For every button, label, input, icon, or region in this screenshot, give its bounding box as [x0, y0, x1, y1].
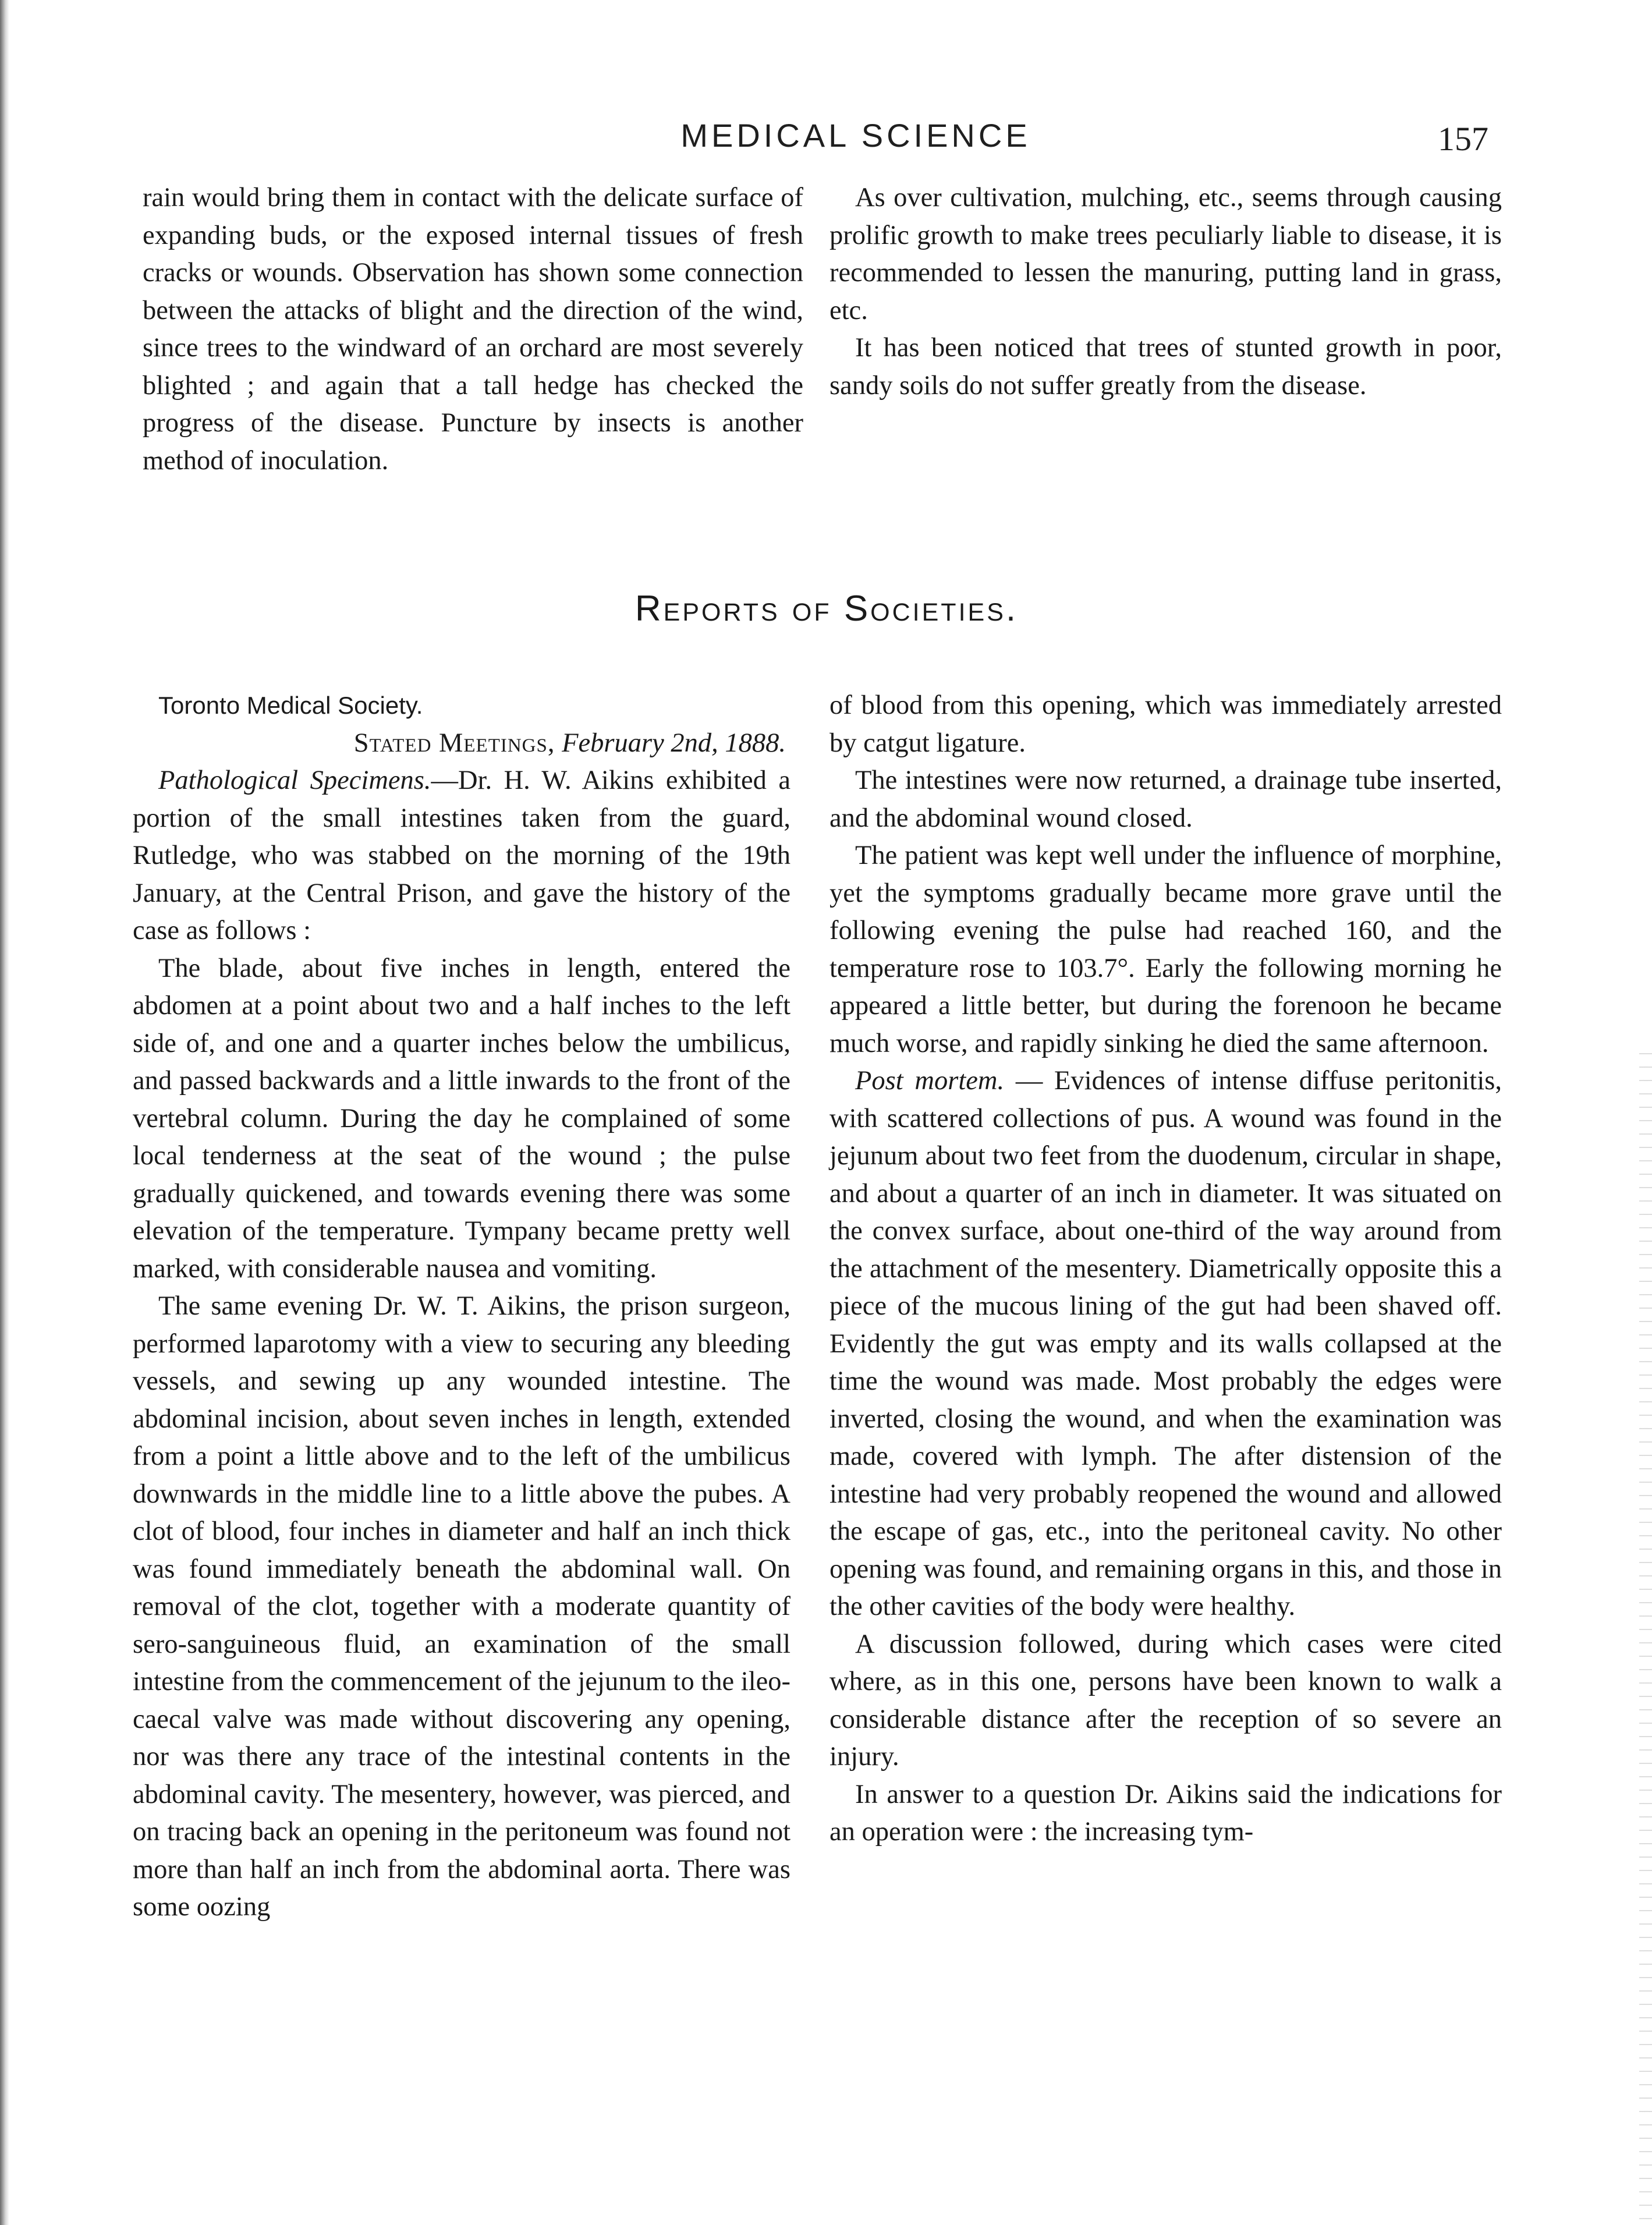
meeting-line [133, 725, 790, 763]
page-number: 157 [1438, 120, 1488, 158]
continuation-paragraph: of blood from this opening, which was immediately arrested by catgut ligature. [829, 690, 1502, 758]
paragraph-text: — Evidences of intense diffuse peritonitis, with scattered collections of pus. A wound was found in the jejunum about two feet from the duodenum, circular in shape, and about a quarter of an inch in diameter. It was situated on the convex surface, about one-third of the way around from the attachment of the mesentery. Diametrically opposite this a piece of the mucous lining of the gut had been shaved off. Evidently the gut was empty and its walls collapsed at the time the wound was made. Most probably the edges were inverted, closing the wound, and when the examination was made, covered with lymph. The after distension of the intestine had very probably reopened the wound and allowed the escape of gas, etc., into the peritoneal cavity. No other opening was found, and remaining organs in this, and those in the other cavities of the body were healthy. [829, 1066, 1502, 1621]
paragraph: The intestines were now returned, a drainage tube inserted, and the abdominal wound closed. [829, 766, 1502, 833]
paragraph: It has been noticed that trees of stunted growth in poor, sandy soils do not suffer greatly from the disease. [829, 333, 1502, 401]
paragraph [829, 1062, 1502, 1626]
top-left-column [143, 179, 803, 480]
bottom-right-column [829, 687, 1502, 1851]
continuation-paragraph: rain would bring them in contact with the delicate surface of expanding buds, or the exposed internal tissues of fresh cracks or wounds. Observation has shown some connection between the attacks of blight and the direction of the wind, since trees to the windward of an orchard are most severely blighted ; and again that a tall hedge has checked the progress of the disease. Puncture by insects is another method of inoculation. [143, 183, 803, 476]
paragraph: In answer to a question Dr. Aikins said the indications for an operation were : the increasing tym- [829, 1779, 1502, 1847]
society-heading: Toronto Medical Society. [158, 692, 423, 719]
paragraph: A discussion followed, during which cases were cited where, as in this one, persons have been known to walk a considerable distance after the reception of so severe an injury. [829, 1629, 1502, 1772]
run-in-heading: Pathological Specimens. [158, 766, 431, 795]
running-head: MEDICAL SCIENCE [680, 117, 1031, 154]
paragraph-text: —Dr. H. W. Aikins exhibited a portion of the small intestines taken from the guard, Rutledge, who was stabbed on the morning of the 19th January, at the Central Prison, and gave the history of the case as follows : [133, 766, 790, 945]
top-right-column [829, 179, 1502, 405]
paragraph [133, 762, 790, 950]
bottom-left-column [133, 687, 790, 1926]
section-title: Reports of Societies. [634, 589, 1019, 629]
paragraph: The blade, about five inches in length, entered the abdomen at a point about two and a half inches to the left side of, and one and a quarter inches below the umbilicus, and passed backwards and a little inwards to the front of the vertebral column. During the day he complained of some local tenderness at the seat of the wound ; the pulse gradually quickened, and towards evening there was some elevation of the temperature. Tympany became pretty well marked, with considerable nausea and vomiting. [133, 953, 790, 1284]
scan-edge-left [0, 0, 9, 2225]
run-in-heading: Post mortem. [855, 1066, 1005, 1096]
paragraph: As over cultivation, mulching, etc., seems through causing prolific growth to make trees peculiarly liable to disease, it is recommended to lessen the manuring, putting land in grass, etc. [829, 183, 1502, 325]
meeting-label: Stated Meetings, [353, 728, 555, 758]
paragraph: The same evening Dr. W. T. Aikins, the prison surgeon, performed laparotomy with a view to securing any bleeding vessels, and sewing up any wounded intestine. The abdominal incision, about seven inches in length, extended from a point a little above and to the left of the umbilicus downwards in the middle line to a little above the pubes. A clot of blood, four inches in diameter and half an inch thick was found immediately beneath the abdominal wall. On removal of the clot, together with a moderate quantity of sero-sanguineous fluid, an examination of the small intestine from the commencement of the jejunum to the ileo-caecal valve was made without discovering any opening, nor was there any trace of the intestinal contents in the abdominal cavity. The mesentery, however, was pierced, and on tracing back an opening in the peritoneum was found not more than half an inch from the abdominal aorta. There was some oozing [133, 1291, 790, 1922]
scan-edge-right [1639, 1048, 1652, 2225]
meeting-date: February 2nd, 1888. [562, 728, 786, 758]
paragraph: The patient was kept well under the influence of morphine, yet the symptoms gradually became more grave until the following evening the pulse had reached 160, and the temperature rose to 103.7°. Early the following morning he appeared a little better, but during the forenoon he became much worse, and rapidly sinking he died the same afternoon. [829, 841, 1502, 1058]
